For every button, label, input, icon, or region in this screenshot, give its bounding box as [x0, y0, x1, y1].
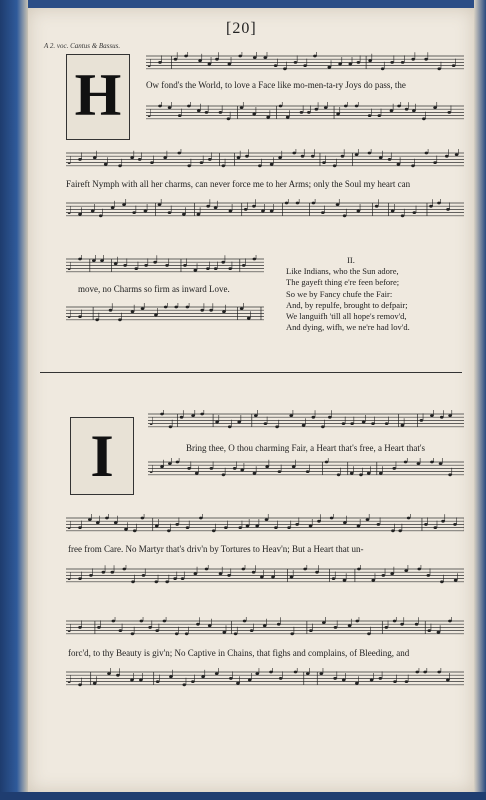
music-staff — [66, 672, 464, 686]
music-staff — [148, 414, 464, 428]
lyric-line: forc'd, to thy Beauty is giv'n; No Captive in Chains, that fighs and complains, of Bleeding, and — [68, 648, 410, 658]
svg-text:♩: ♩ — [147, 57, 153, 70]
lyric-line: free from Care. No Martyr that's driv'n by Tortures to Heav'n; But a Heart that un- — [68, 544, 364, 554]
music-staff — [66, 621, 464, 635]
book-spine — [0, 0, 28, 800]
book-cover-edge — [0, 792, 486, 800]
svg-text:♩: ♩ — [67, 260, 73, 273]
svg-text:♩: ♩ — [67, 519, 73, 532]
page-edge — [474, 0, 486, 800]
second-verse — [286, 255, 416, 333]
svg-text:♩: ♩ — [67, 673, 73, 686]
svg-text:♩: ♩ — [149, 463, 155, 476]
svg-text:♩: ♩ — [67, 154, 73, 167]
svg-text:♩: ♩ — [147, 107, 153, 120]
music-staff — [66, 153, 464, 167]
section-divider — [40, 372, 462, 373]
verse-line: Like Indians, who the Sun adore, — [286, 266, 399, 277]
verse-line: And dying, wifh, we ne're had lov'd. — [286, 322, 410, 333]
svg-text:♩: ♩ — [67, 308, 73, 321]
music-staff — [146, 106, 464, 120]
music-staff — [66, 203, 464, 217]
initial-letter: I — [90, 423, 114, 489]
lyric-line: Faireft Nymph with all her charms, can never force me to her Arms; only the Soul my heart can — [66, 179, 411, 189]
lyric-line: move, no Charms so firm as inward Love. — [78, 284, 230, 294]
music-staff — [66, 518, 464, 532]
verse-line: We languifh 'till all hope's remov'd, — [286, 311, 407, 322]
voices-heading: A 2. voc. Cantus & Bassus. — [44, 42, 121, 50]
music-staff — [66, 569, 464, 583]
decorated-initial-i — [70, 417, 134, 495]
verse-line: And, by repulfe, brought to defpair; — [286, 299, 408, 310]
svg-text:♩: ♩ — [149, 415, 155, 428]
lyric-line: Ow fond's the World, to love a Face like mo-men-ta-ry Joys do pass, the — [146, 80, 406, 90]
music-staff — [146, 56, 464, 70]
music-staff — [148, 462, 464, 476]
svg-text:♩: ♩ — [67, 622, 73, 635]
verse-line: So we by Fancy chufe the Fair: — [286, 288, 393, 299]
svg-text:♩: ♩ — [67, 204, 73, 217]
music-staff — [66, 307, 264, 321]
svg-text:♩: ♩ — [67, 570, 73, 583]
music-staff — [66, 259, 264, 273]
lyric-line: Bring thee, O thou charming Fair, a Heart that's free, a Heart that's — [186, 443, 426, 453]
decorated-initial-h — [66, 54, 130, 140]
page-number: [20] — [226, 20, 257, 37]
verse-number: II. — [347, 255, 355, 265]
verse-line: The gayeft thing e're feen before; — [286, 277, 400, 288]
initial-letter: H — [74, 62, 122, 128]
